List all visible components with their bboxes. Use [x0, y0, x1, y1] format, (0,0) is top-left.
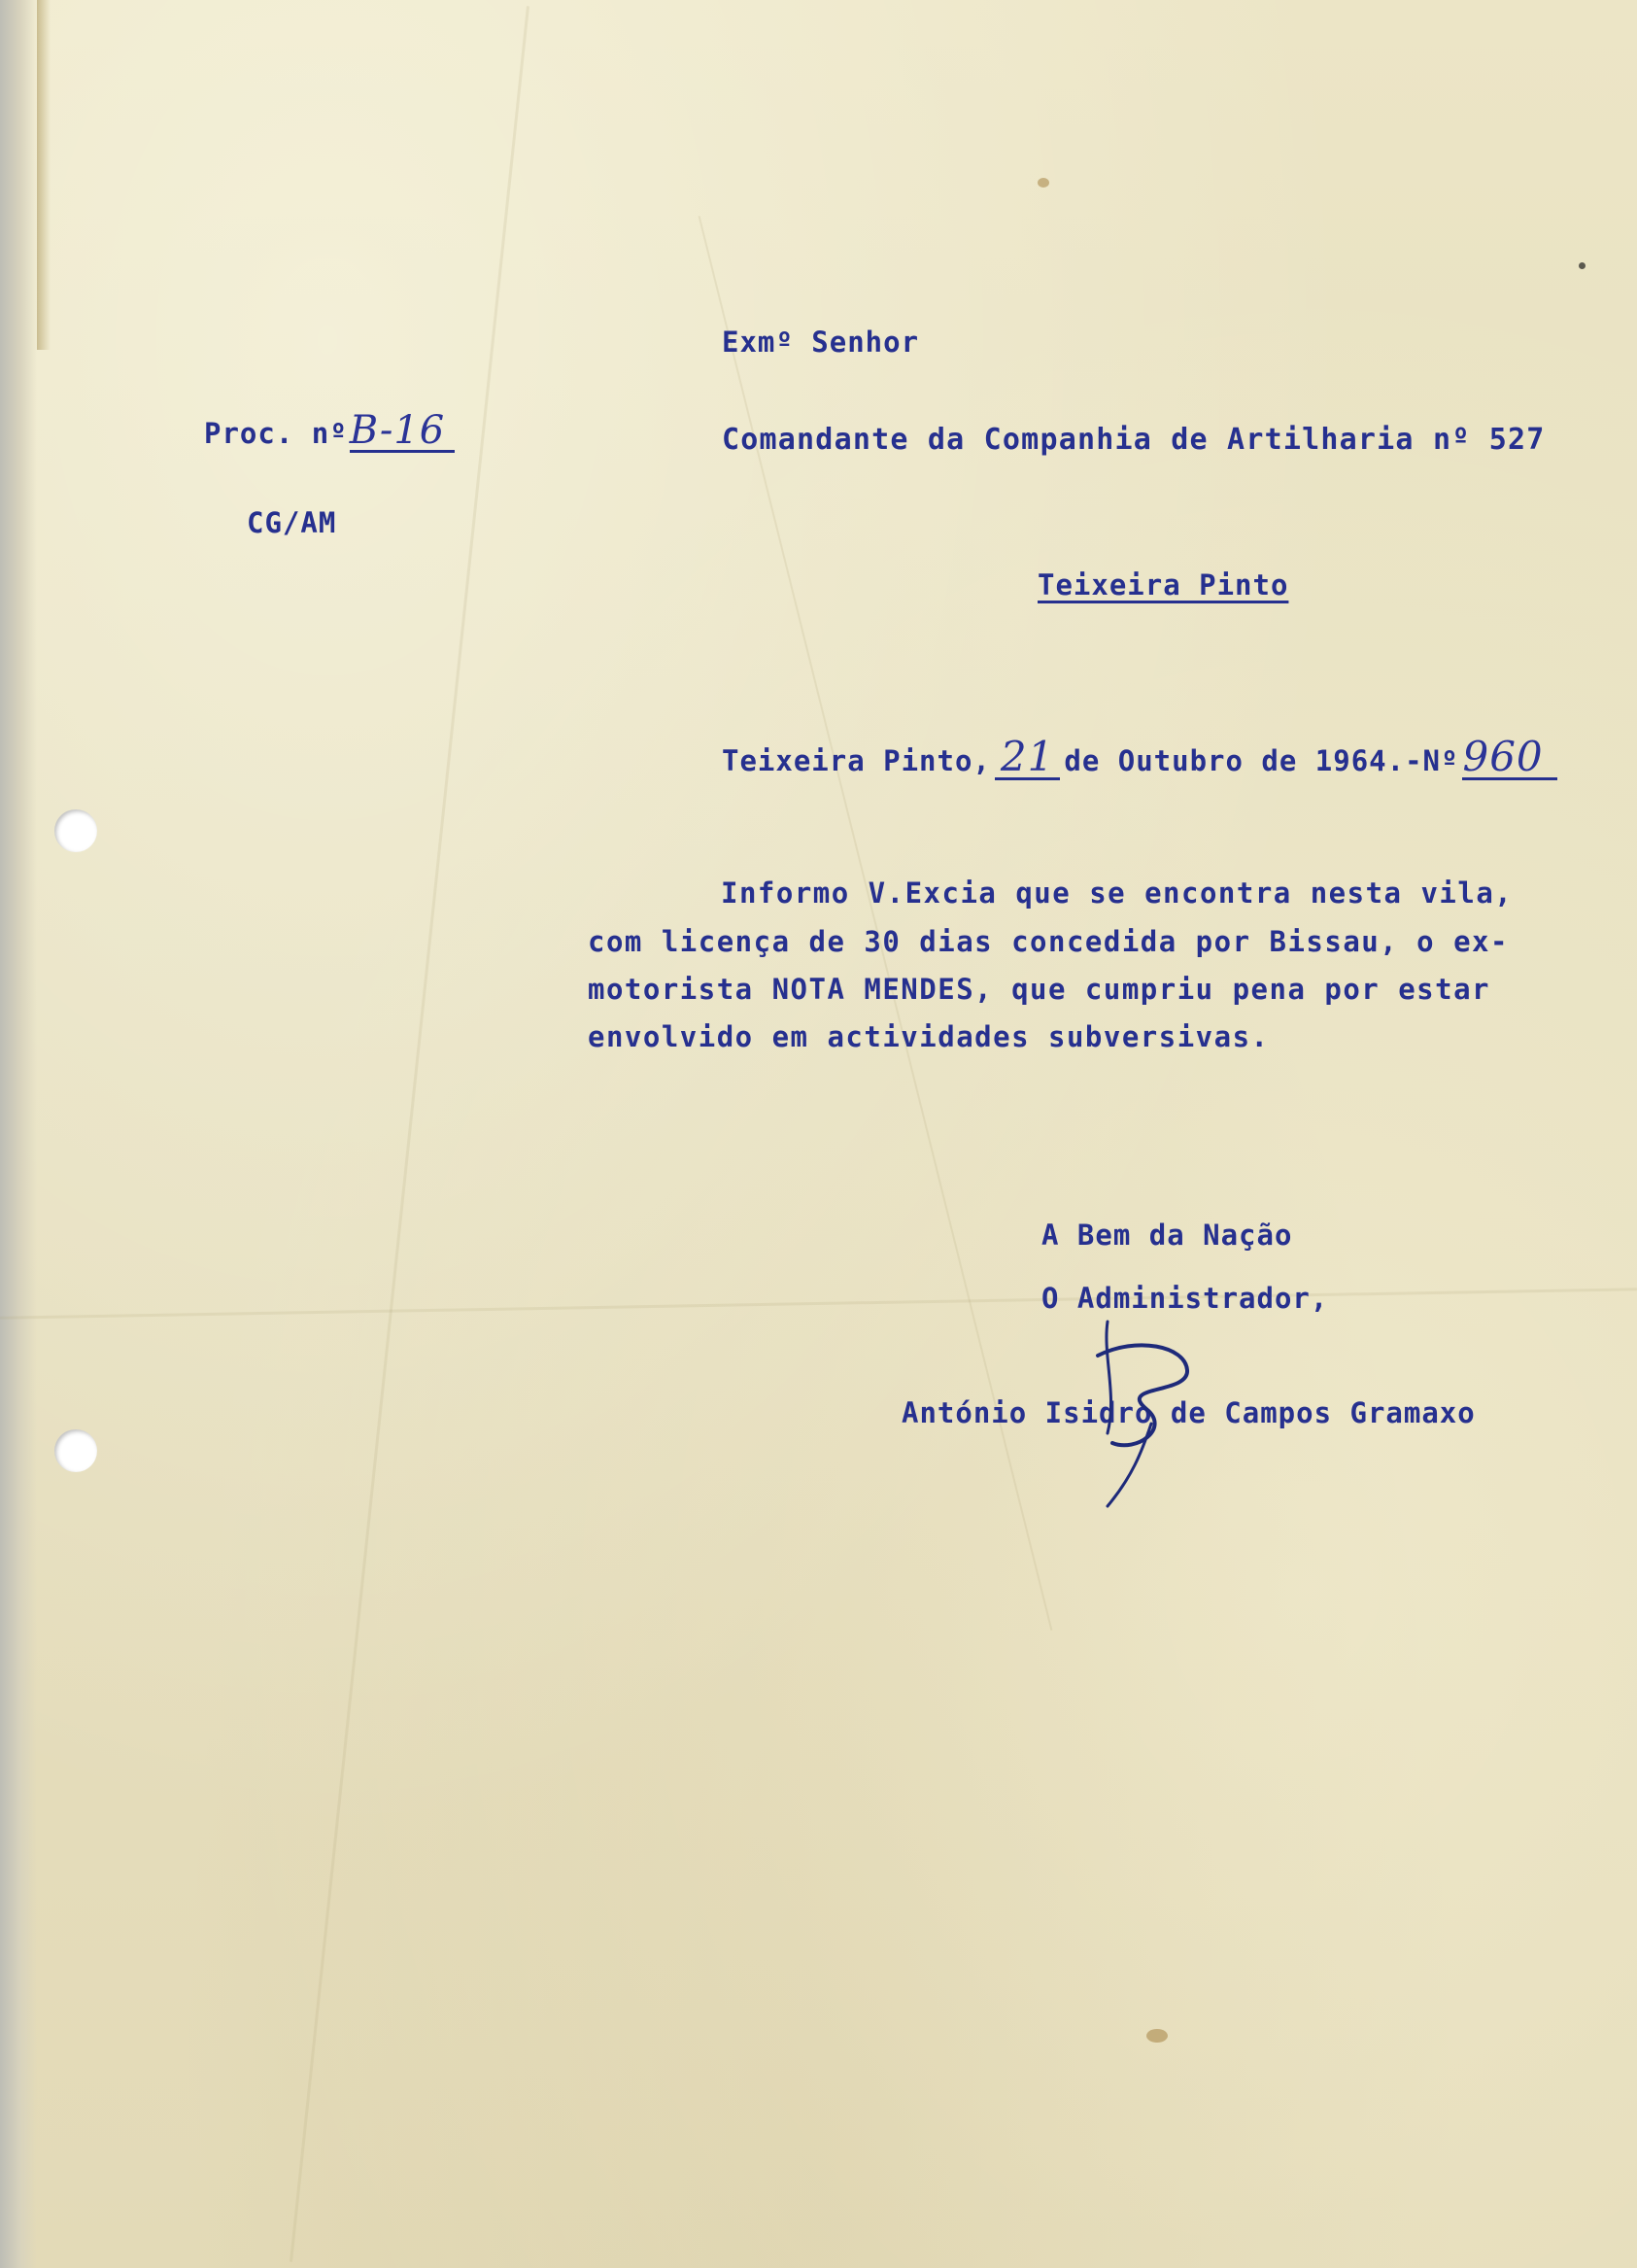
- addressee: Comandante da Companhia de Artilharia nº 527: [722, 423, 1546, 457]
- scan-left-margin: [0, 0, 37, 2268]
- punch-hole-upper: [54, 809, 97, 852]
- dateline-place: Teixeira Pinto,: [722, 744, 991, 777]
- handwritten-signature: [1078, 1317, 1214, 1511]
- dateline: [722, 733, 1557, 780]
- punch-hole-lower: [54, 1429, 97, 1472]
- addressee-location: Teixeira Pinto: [1038, 568, 1289, 601]
- body-line-2: com licença de 30 dias concedida por Bissau, o ex-: [588, 925, 1509, 958]
- proc-reference: [204, 408, 455, 453]
- closing-formula: A Bem da Nação: [1041, 1219, 1293, 1252]
- body-line-4: envolvido em actividades subversivas.: [588, 1020, 1270, 1053]
- salutation: Exmº Senhor: [722, 326, 920, 359]
- paper-crease: [0, 1288, 1637, 1319]
- dateline-rest: de Outubro de 1964.-Nº: [1064, 744, 1459, 777]
- body-line-1: Informo V.Excia que se encontra nesta vila,: [721, 876, 1514, 910]
- closing-title: O Administrador,: [1041, 1282, 1329, 1315]
- proc-label: Proc. nº: [204, 417, 348, 450]
- dateline-day: 21: [995, 737, 1060, 780]
- body-line-3: motorista NOTA MENDES, que cumpriu pena por estar: [588, 973, 1491, 1006]
- paper-stain: [1146, 2029, 1168, 2043]
- paper-crease: [290, 6, 529, 2262]
- signatory-name: António Isidro de Campos Gramaxo: [902, 1396, 1476, 1429]
- paper-stain: [1038, 178, 1049, 188]
- paper-edge-shadow: [37, 0, 51, 350]
- paper-stain: [1579, 262, 1586, 269]
- dateline-number: 960: [1462, 737, 1556, 780]
- reference-code: CG/AM: [247, 506, 337, 539]
- proc-number: B-16: [350, 411, 456, 453]
